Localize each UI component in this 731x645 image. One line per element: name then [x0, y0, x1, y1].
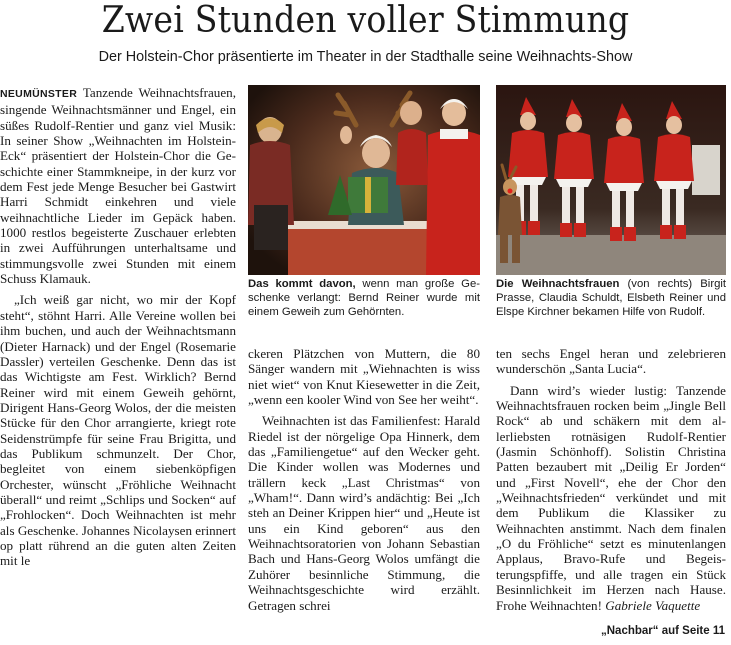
dateline: NEUMÜNSTER: [0, 88, 78, 100]
paragraph-text: Dann wird’s wieder lustig: Tanzende Weihnachtsfrauen rocken beim „Jingle Bell Rock“ ab und schäkern mit dem allerliebsten rotnäsigen Rudolf-Rentier (Jasmin Schönhoff). Solistin Christina Patten bezaubert mit „Deilig Er Jorden“ und „First Novell“, ehe der Chor den „Weihnachtsfrieden“ verkündet und mit dem Publikum die Klassiker zu Weihnachten anstimmt. Nach dem finalen „O du Fröhliche“ setzt es minutenlangen Applaus, Bravo-Rufe und Begeisterungspfiffe, und alle tragen ein Stück Besinnlichkeit im Herzen nach Hause. Frohe Weihnachten!: [496, 382, 726, 613]
article-column-2: [248, 346, 480, 613]
photo-caption-2: [496, 278, 726, 319]
photo-antlers: [248, 85, 480, 275]
photo-caption-1: [248, 278, 480, 319]
caption-text: wenn man große Geschenke verlangt: Bernd Reiner wurde mit einem Geweih zum Gehörnten.: [248, 278, 480, 318]
caption-lead: Die Weihnachtsfrauen: [496, 278, 620, 290]
paragraph-text: Tanzende Weihnachtsfrauen, singende Weihnachtsmänner und Engel, ein süßes Rudolf-Rentier und ganz viel Musik: In seiner Show „Weihnachten im Holstein-Eck“ präsentiert der Holstein-Chor die Geschichte einer Stammkneipe, in der kurz vor dem Fest jede Menge Besucher bei Gastwirt Harri Schmidt einkehren und viele weihnachtliche Lieder im Gepäck haben. 1000 restlos begeisterte Zuschauer erlebten in zwei Aufführungen unterhaltsame und stimmungsvolle zwei Stunden mit einem Schuss Klamauk.: [0, 85, 236, 287]
headline: Zwei Stunden voller Stimmung: [101, 0, 630, 41]
paragraph: ten sechs Engel heran und zelebrieren wunderschön „Santa Lucia“.: [496, 346, 726, 377]
paragraph: [0, 85, 236, 286]
caption-text: (von rechts) Birgit Prasse, Claudia Schuldt, Elsbeth Reiner und Elspe Kirchner bekamen Hilfe von Rudolf.: [496, 278, 727, 318]
paragraph: [496, 383, 726, 613]
subheadline: Der Holstein-Chor präsentierte im Theater in der Stadthalle seine Weihnachts-Show: [98, 49, 633, 65]
paragraph: ckeren Plätzchen von Muttern, die 80 Sänger wandern mit „Wiehnachten is wiss niet wiet“ von Knut Kiesewetter in die Zeit, „wenn een kooler Wind von See her weiht“.: [248, 346, 480, 408]
article-column-3: [496, 346, 726, 613]
author-byline: Gabriele Vaquette: [605, 597, 701, 613]
photo-christmas-women: [496, 85, 726, 275]
article-column-1: [0, 85, 236, 569]
caption-lead: Das kommt davon,: [248, 278, 356, 290]
continuation-link[interactable]: „Nachbar“ auf Seite 11: [601, 625, 725, 637]
paragraph: Weihnachten ist das Familienfest: Harald Riedel ist der nörgelige Opa Hinnerk, dem das „Familiengetue“ auf den Wecker geht. Die Kinder wollen was Modernes und trällern keck „Last Christmas“ von „Wham!“. Dann wird’s andächtig: Bei „Ich steh an Deiner Krippen hier“ und „Heute ist uns ein Kind geboren“ aus den Weihnachtsoratorien von Johann Sebastian Bach und Hans-Georg Wolos umfängt die Zuhörer besinnliche Stimmung, die Weihnachtsgeschichte wird erzählt. Getragen schrei: [248, 413, 480, 613]
paragraph: „Ich weiß gar nicht, wo mir der Kopf steht“, stöhnt Harri. Alle Vereine wollen bei ihm buchen, und auch der Weihnachtsmann (Dieter Harnack) und der Engel (Rosemarie Dassler) verteilen Geschenke. Denn das ist das Wichtigste am Fest. Wirklich? Bernd Reiner wird mit einem Geweih gehörnt, Dirigent Hans-Georg Wolos, der die meisten Stücke für den Chor arrangierte, kriegt rote Seidenstrümpfe für seine Frau Brigitta, und das Publikum schmunzelt. Der Chor, begleitet von einem siebenköpfigen Orchester, wünscht „Fröhliche Weihnacht überall“ und reimt „Schlips und Socken“ auf „Frohlocken“. Doch Weihnachten ist mehr als Geschenke. Johannes Nicolaysen erinnert op platt rührend an die guten alten Zeiten mit le: [0, 292, 236, 569]
